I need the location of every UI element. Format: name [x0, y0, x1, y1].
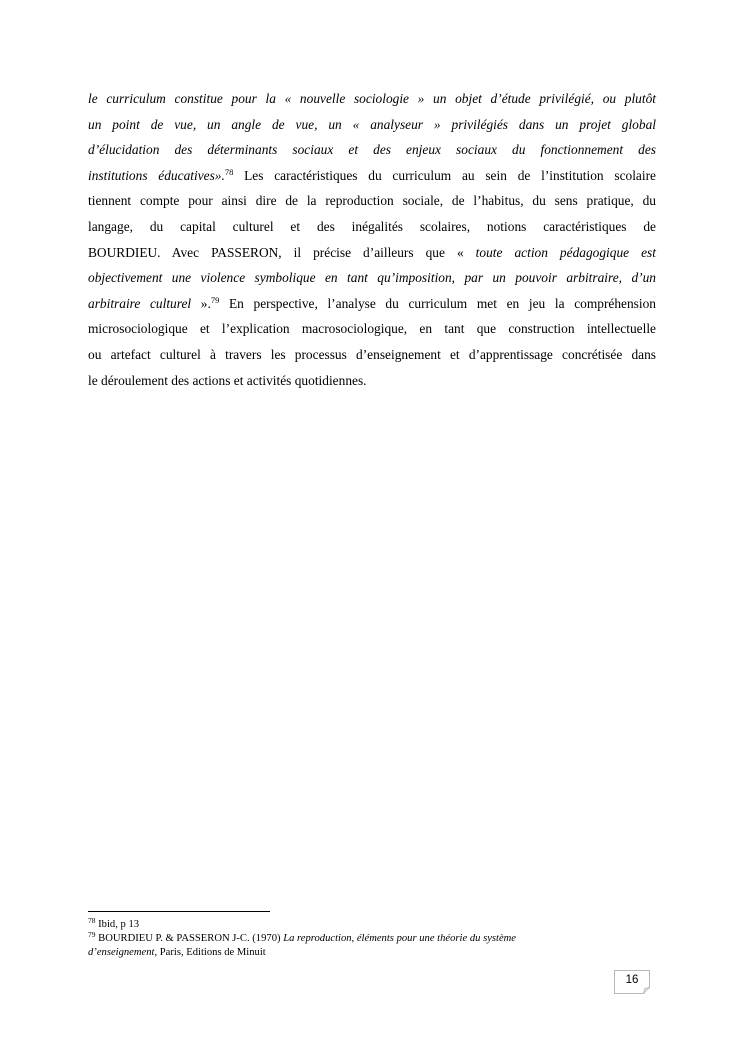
text-line [88, 167, 656, 185]
text-run: BOURDIEU. Avec PASSERON, il précise d’ailleurs que « [88, 244, 476, 260]
footnote-ref: 78 [224, 166, 234, 177]
footnote-ref: 79 [88, 930, 96, 939]
text-line [88, 244, 656, 262]
italic-text: un point de vue, un angle de vue, un « analyseur » privilégiés dans un projet global [88, 116, 656, 132]
text-run: tiennent compte pour ainsi dire de la reproduction sociale, de l’habitus, du sens pratique, du [88, 193, 656, 209]
text-line [88, 295, 656, 313]
text-line [88, 346, 656, 364]
text-run: Les caractéristiques du curriculum au sein de l’institution scolaire [233, 167, 656, 183]
italic-text: La reproduction, éléments pour une théorie du système [283, 933, 517, 944]
text-line [88, 116, 656, 134]
footnote-ref: 79 [210, 294, 220, 305]
italic-text: le curriculum constitue pour la « nouvelle sociologie » un objet d’étude privilégié, ou plutôt [88, 91, 656, 106]
page-number: 16 [625, 974, 639, 986]
text-run: ou artefact culturel à travers les processus d’enseignement et d’apprentissage concrétisée dans [88, 347, 656, 362]
italic-text: objectivement une violence symbolique en tant qu’imposition, par un pouvoir arbitraire, d’un [88, 270, 656, 286]
text-run: En perspective, l’analyse du curriculum met en jeu la compréhension [219, 295, 656, 311]
footnote-line [88, 946, 266, 959]
text-run: , Paris, Editions de Minuit [154, 947, 266, 958]
text-line [88, 141, 656, 159]
italic-text: arbitraire culturel [88, 295, 192, 311]
text-line [88, 218, 656, 236]
text-line [88, 192, 656, 210]
text-line [88, 269, 656, 287]
text-run: Ibid, p 13 [95, 919, 140, 930]
text-run: microsociologique et l’explication macrosociologique, en tant que construction intellectuelle [88, 321, 656, 337]
text-run: BOURDIEU P. & PASSERON J-C. (1970) [95, 933, 284, 944]
text-line [88, 90, 656, 108]
italic-text: d’élucidation des déterminants sociaux et des enjeux sociaux du fonctionnement des [88, 142, 656, 158]
footnote-line [88, 932, 516, 945]
italic-text: d’enseignement [88, 947, 155, 958]
page-number-box [614, 970, 652, 994]
footnote-ref: 78 [88, 916, 96, 925]
text-run: langage, du capital culturel et des inégalités scolaires, notions caractéristiques de [88, 219, 656, 234]
text-run: le déroulement des actions et activités quotidiennes. [88, 372, 367, 388]
italic-text: toute action pédagogique est [475, 244, 656, 260]
footnote-separator [88, 911, 270, 912]
text-line [88, 320, 656, 338]
italic-text: institutions éducatives». [88, 167, 225, 183]
text-run: ». [191, 295, 211, 311]
text-line [88, 372, 656, 390]
